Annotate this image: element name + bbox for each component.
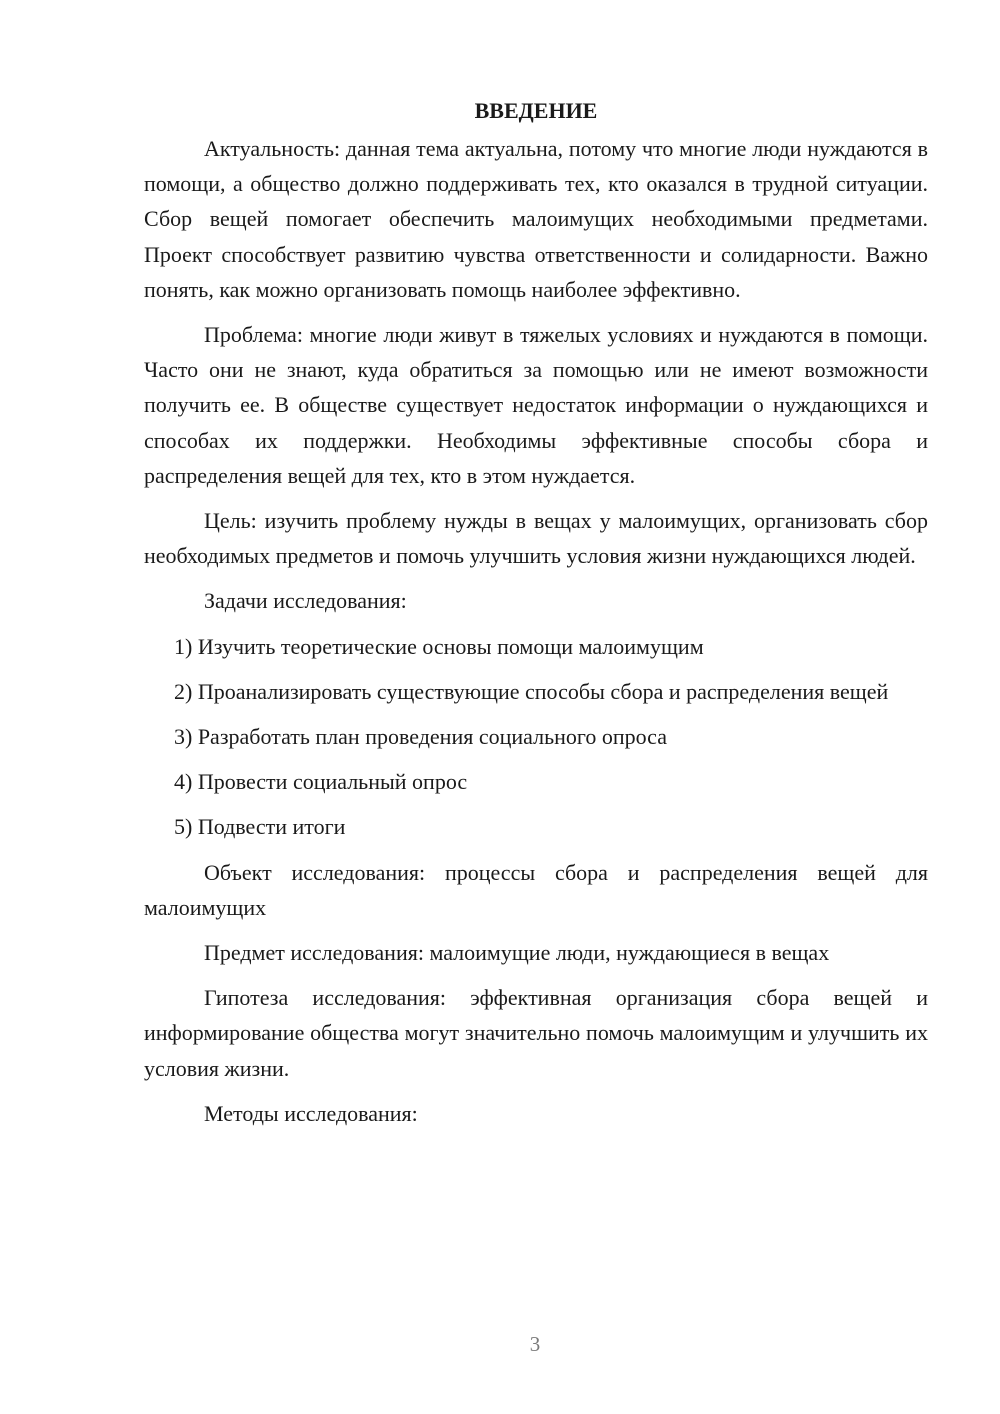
task-item-2: 2) Проанализировать существующие способы сбора и распределения вещей [174, 678, 889, 704]
task-item-4: 4) Провести социальный опрос [174, 769, 468, 795]
page-number: 3 [529, 1332, 541, 1356]
goal-paragraph: Цель: изучить проблему нужды в вещах у малоимущих, организовать сбор необходимых предметов и помочь улучшить условия жизни нуждающихся людей. [144, 508, 928, 569]
task-item-5: 5) Подвести итоги [174, 814, 346, 840]
task-item-3: 3) Разработать план проведения социального опроса [174, 724, 667, 750]
page-title: ВВЕДЕНИЕ [474, 98, 598, 123]
object-paragraph: Объект исследования: процессы сбора и распределения вещей для малоимущих [144, 859, 928, 920]
problem-paragraph: Проблема: многие люди живут в тяжелых условиях и нуждаются в помощи. Часто они не знают, куда обратиться за помощью или не имеют возможности получить ее. В обществе существует недостаток информации о нуждающихся и способах их поддержки. Необходимы эффективные способы сбора и распределения вещей для тех, кто в этом нуждается. [144, 322, 928, 488]
hypothesis-paragraph: Гипотеза исследования: эффективная организация сбора вещей и информирование общества могут значительно помочь малоимущим и улучшить их условия жизни. [144, 985, 928, 1081]
relevance-paragraph: Актуальность: данная тема актуальна, потому что многие люди нуждаются в помощи, а общество должно поддерживать тех, кто оказался в трудной ситуации. Сбор вещей помогает обеспечить малоимущих необходимыми предметами. Проект способствует развитию чувства ответственности и солидарности. Важно понять, как можно организовать помощь наиболее эффективно. [144, 136, 928, 302]
tasks-heading: Задачи исследования: [204, 588, 407, 614]
task-item-1: 1) Изучить теоретические основы помощи малоимущим [174, 633, 704, 659]
page-content [144, 93, 928, 1131]
methods-heading: Методы исследования: [204, 1100, 418, 1126]
subject-paragraph: Предмет исследования: малоимущие люди, нуждающиеся в вещах [204, 940, 830, 966]
